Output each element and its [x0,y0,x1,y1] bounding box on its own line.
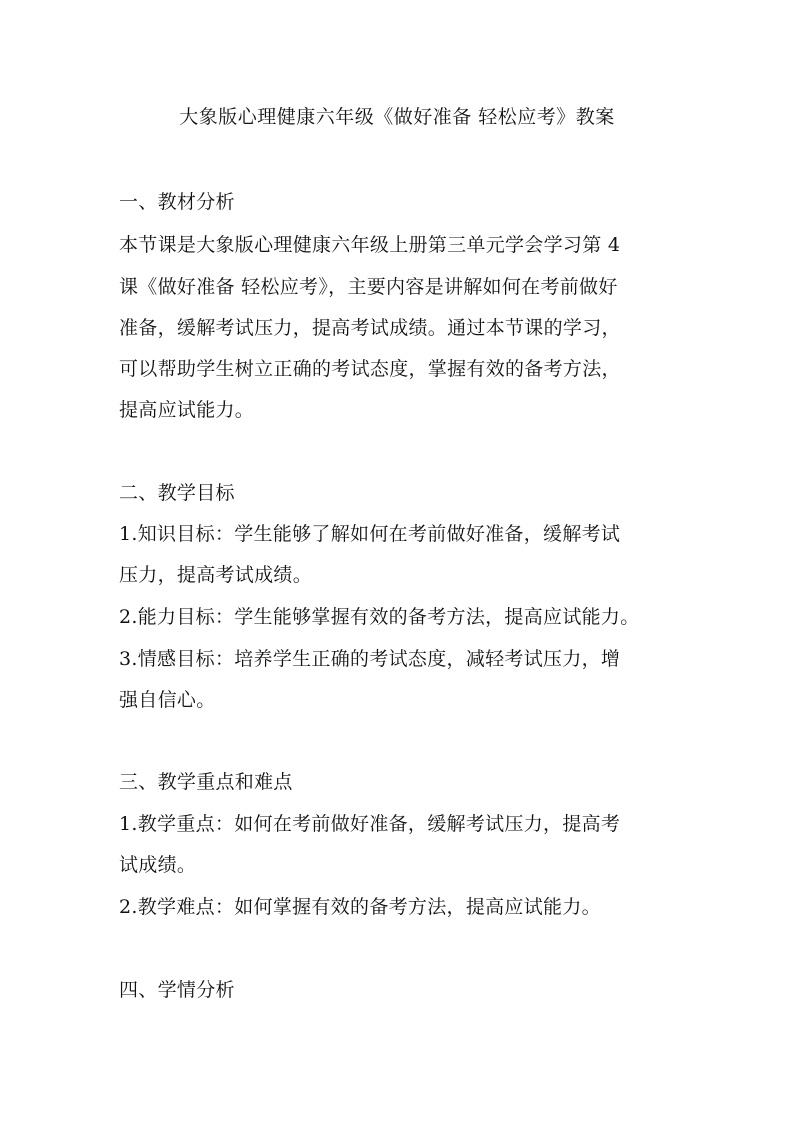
section-heading: 四、学情分析 [119,979,235,1001]
paragraph-line: 课《做好准备 轻松应考》，主要内容是讲解如何在考前做好 [119,276,618,298]
section-heading: 二、教学目标 [119,482,235,504]
paragraph-line: 本节课是大象版心理健康六年级上册第三单元学会学习第 4 [119,234,621,256]
paragraph-line: 2.能力目标：学生能够掌握有效的备考方法，提高应试能力。 [119,606,640,628]
paragraph-line: 强自信心。 [119,689,216,711]
paragraph-line: 3.情感目标：培养学生正确的考试态度，减轻考试压力，增 [119,648,621,670]
paragraph-line: 提高应试能力。 [119,399,255,421]
paragraph-line: 1.知识目标：学生能够了解如何在考前做好准备，缓解考试 [119,523,621,545]
section-heading: 三、教学重点和难点 [119,771,293,793]
document-title: 大象版心理健康六年级《做好准备 轻松应考》教案 [179,106,615,128]
section-heading: 一、教材分析 [119,191,235,213]
paragraph-line: 准备，缓解考试压力，提高考试成绩。通过本节课的学习， [119,317,621,339]
paragraph-line: 1.教学重点：如何在考前做好准备，缓解考试压力，提高考 [119,813,621,835]
paragraph-line: 试成绩。 [119,854,197,876]
paragraph-line: 2.教学难点：如何掌握有效的备考方法，提高应试能力。 [119,896,601,918]
paragraph-line: 可以帮助学生树立正确的考试态度，掌握有效的备考方法， [119,358,621,380]
paragraph-line: 压力，提高考试成绩。 [119,564,313,586]
